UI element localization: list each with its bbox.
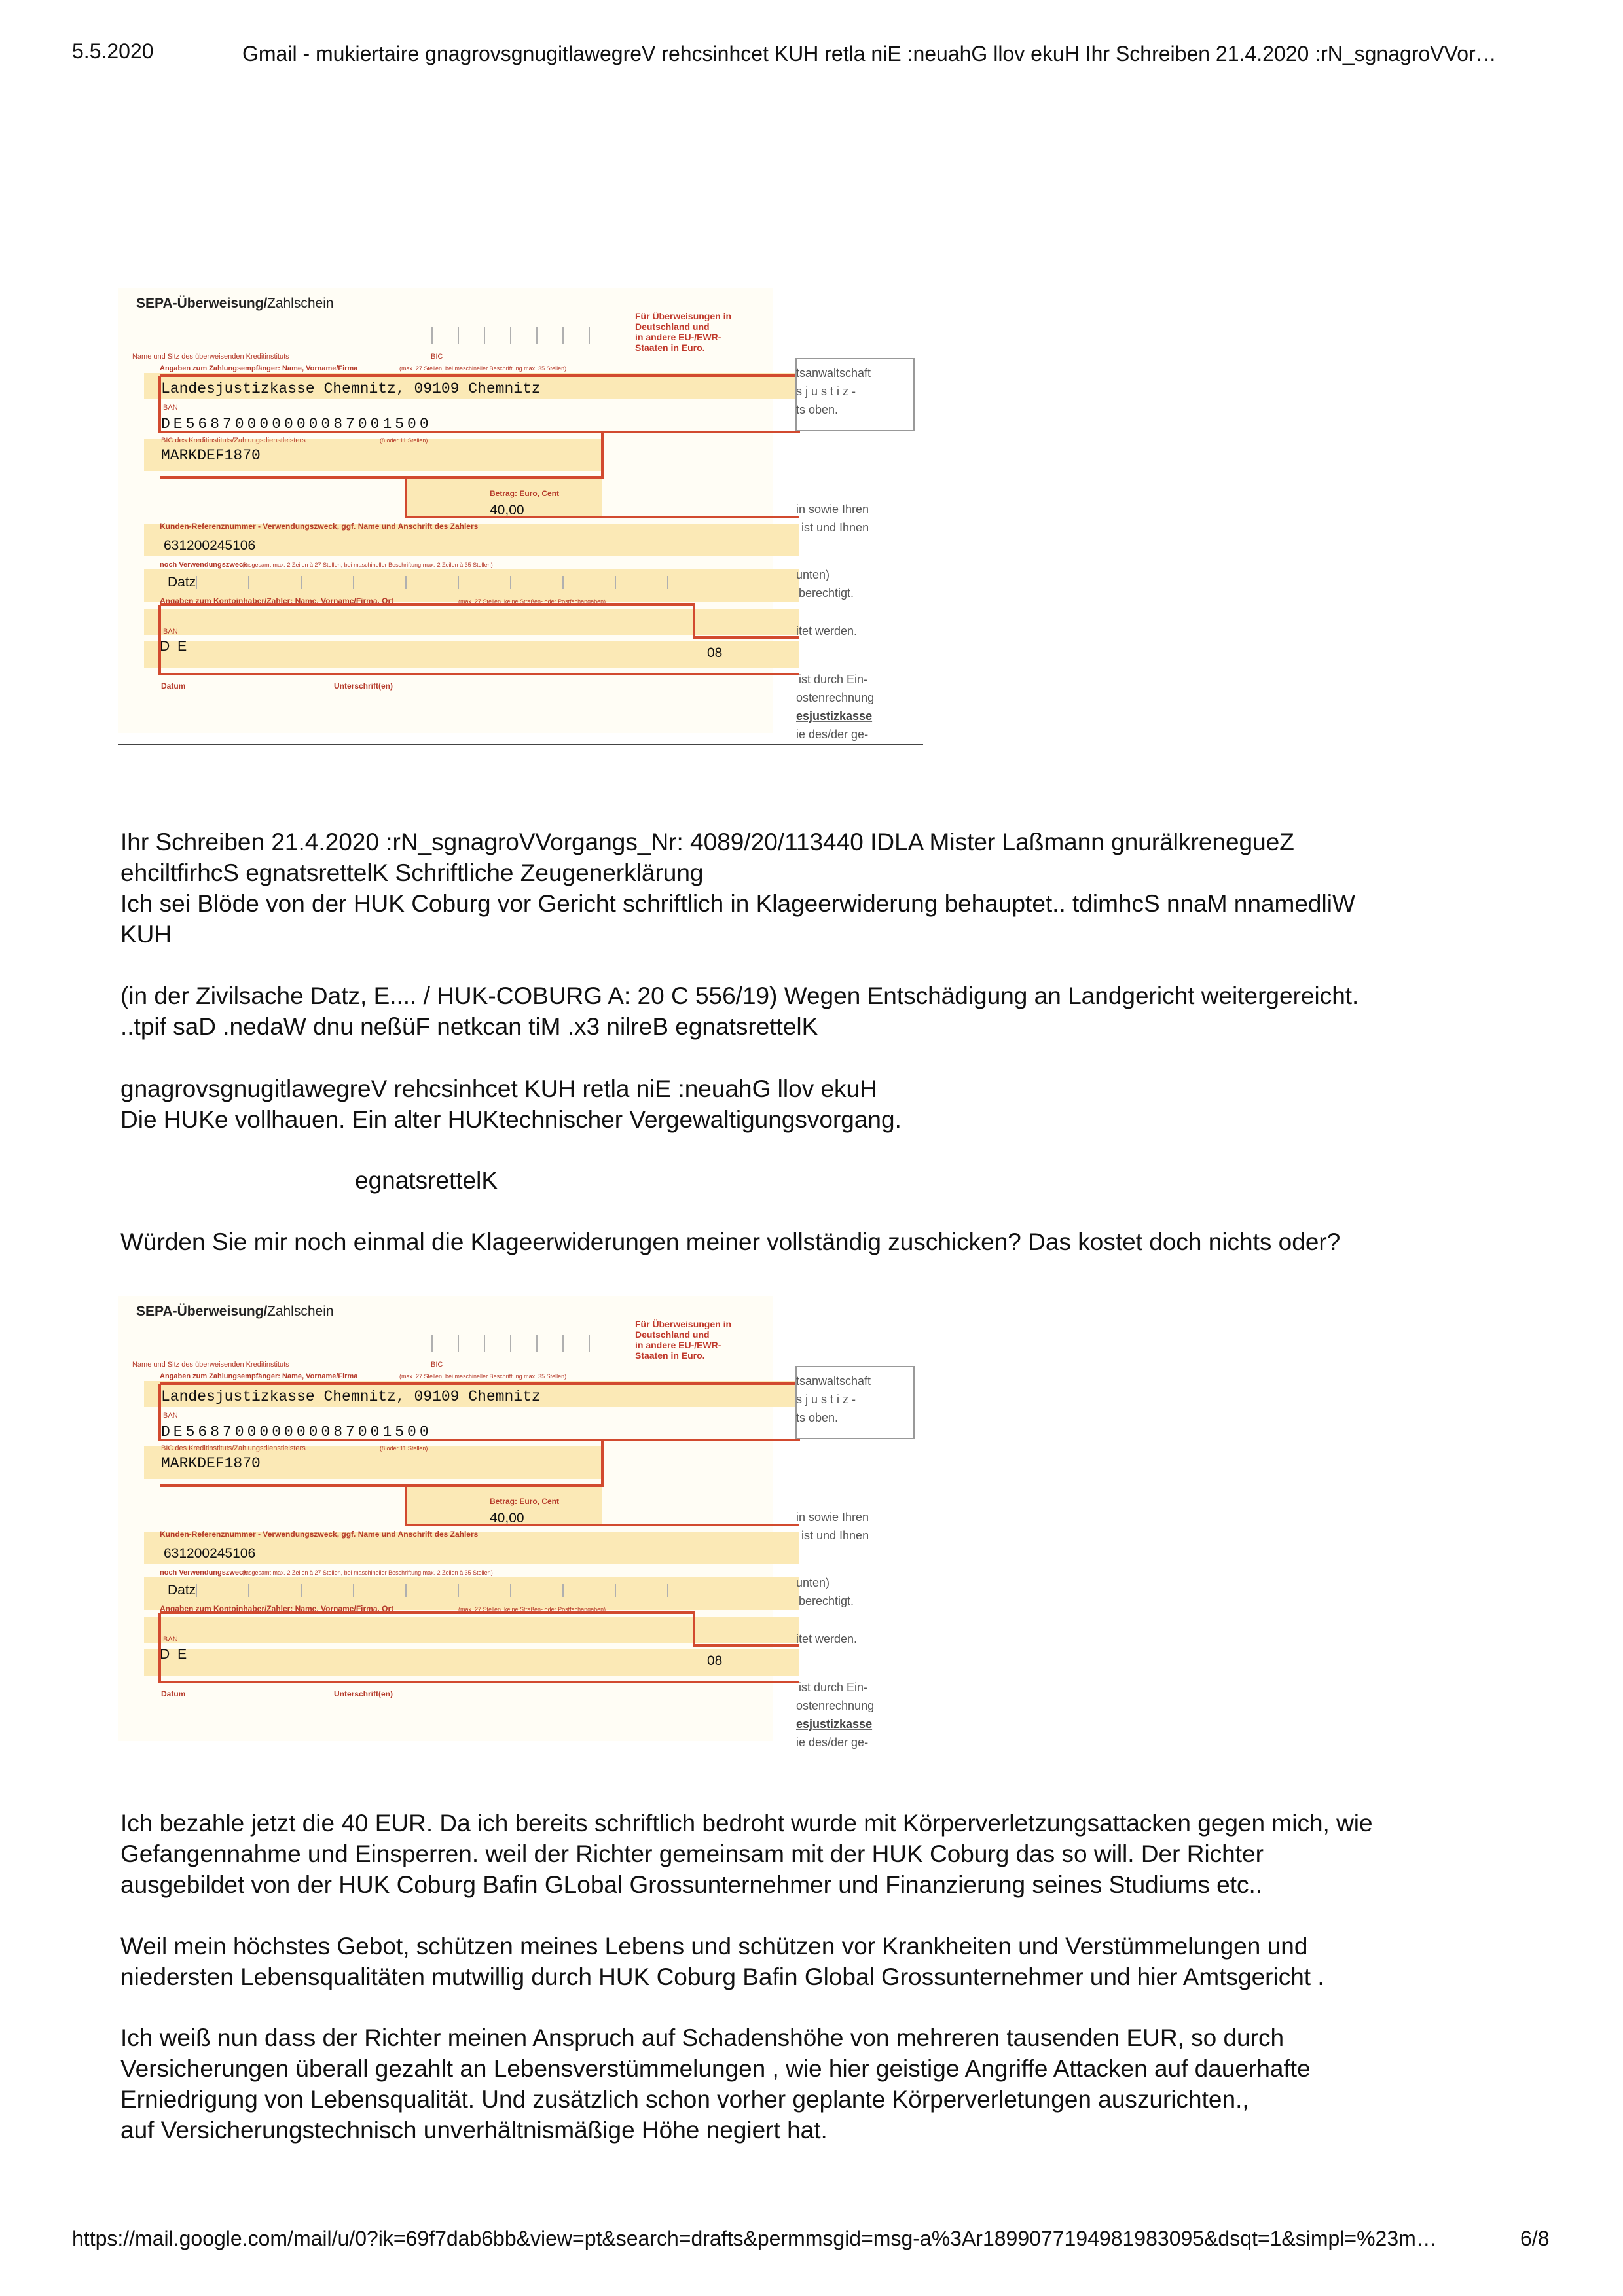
payee-value: Landesjustizkasse Chemnitz, 09109 Chemnitz <box>161 380 541 397</box>
bic-label: BIC <box>431 1361 443 1369</box>
svg-text:Staaten in Euro.: Staaten in Euro. <box>635 1350 705 1361</box>
bic-label: BIC <box>431 353 443 361</box>
text-line: Die HUKe vollhauen. Ein alter HUKtechnischer Vergewaltigungsvorgang. <box>120 1106 902 1133</box>
print-title: Gmail - mukiertaire gnagrovsgnugitlawegreV rehcsinhcet KUH retla niE :neuahG llov ekuH Ihr Schreiben 21.4.2020 :rN_sgnagroVVor… <box>242 42 1497 65</box>
right-fragment: berechtigt. <box>799 1594 854 1607</box>
svg-text:Für Überweisungen in: Für Überweisungen in <box>635 1319 732 1329</box>
right-fragment: ist durch Ein- <box>799 1681 868 1694</box>
paragraph-highest-commandment <box>120 1931 1528 1992</box>
sepa-transfer-form-image <box>118 288 923 746</box>
iban-label: IBAN <box>161 404 178 412</box>
date-label: Datum <box>161 681 186 691</box>
svg-text:in andere EU-/EWR-: in andere EU-/EWR- <box>635 332 721 342</box>
form-code: 08 <box>707 1653 723 1668</box>
text-line: Versicherungen überall gezahlt an Lebensverstümmelungen , wie hier geistige Angriffe Attacken auf dauerhafte <box>120 2055 1311 2082</box>
form-title-rest: Zahlschein <box>267 296 334 311</box>
payer-label: Angaben zum Kontoinhaber/Zahler: Name, Vorname/Firma, Ort <box>160 596 394 605</box>
signature-label: Unterschrift(en) <box>334 681 393 691</box>
svg-text:Deutschland und: Deutschland und <box>635 321 710 332</box>
form-title-rest: Zahlschein <box>267 1304 334 1319</box>
text-line: Ich bezahle jetzt die 40 EUR. Da ich bereits schriftlich bedroht wurde mit Körperverletzungsattacken gegen mich, wie <box>120 1810 1373 1837</box>
right-fragment: ist und Ihnen <box>801 521 869 534</box>
svg-text:Für Überweisungen in: Für Überweisungen in <box>635 311 732 321</box>
signature-label: Unterschrift(en) <box>334 1689 393 1698</box>
text-line: Ich weiß nun dass der Richter meinen Anspruch auf Schadenshöhe von mehreren tausenden EUR, so durch <box>120 2024 1285 2051</box>
text-line: niedersten Lebensqualitäten mutwillig durch HUK Coburg Bafin Global Grossunternehmer und hier Amtsgericht . <box>120 1964 1324 1990</box>
purpose-label-small: (insgesamt max. 2 Zeilen à 27 Stellen, bei maschineller Beschriftung max. 2 Zeilen à 35 Stellen) <box>242 562 493 568</box>
reference-label: Kunden-Referenznummer - Verwendungszweck, ggf. Name und Anschrift des Zahlers <box>160 522 479 531</box>
amount-label: Betrag: Euro, Cent <box>490 1497 560 1506</box>
print-url: https://mail.google.com/mail/u/0?ik=69f7dab6bb&view=pt&search=drafts&permmsgid=msg-a%3Ar1899077194981983095&dsqt=1&simpl=%23m… <box>72 2227 1437 2250</box>
payee-label-small: (max. 27 Stellen, bei maschineller Beschriftung max. 35 Stellen) <box>399 1373 567 1380</box>
right-fragment: esjustizkasse <box>796 709 873 723</box>
bank-label: Name und Sitz des überweisenden Kreditinstituts <box>132 353 289 361</box>
page-number: 6/8 <box>1520 2227 1550 2250</box>
paragraph-question: Würden Sie mir noch einmal die Klageerwiderungen meiner vollständig zuschicken? Das kostet doch nichts oder? <box>120 1229 1341 1255</box>
form-title: SEPA-Überweisung/ <box>136 1304 268 1319</box>
right-fragment: ts oben. <box>796 403 839 416</box>
payer-iban-value: DE <box>160 1647 195 1662</box>
iban-value: DE56870000000087001500 <box>161 416 432 433</box>
right-fragment: ie des/der ge- <box>796 728 869 741</box>
right-fragment: ostenrechnung <box>796 1699 875 1712</box>
text-line: Ich sei Blöde von der HUK Coburg vor Gericht schriftlich in Klageerwiderung behauptet.. tdimhcS nnaM nnamedliW <box>120 890 1355 917</box>
bic-value: MARKDEF1870 <box>161 447 261 464</box>
right-fragment: in sowie Ihren <box>796 503 869 516</box>
text-line: ehciltfirhcS egnatsrettelK Schriftliche Zeugenerklärung <box>120 859 704 886</box>
paragraph-claim <box>120 2022 1528 2145</box>
right-fragment: sjustiz- <box>796 385 860 398</box>
form-title: SEPA-Überweisung/ <box>136 296 268 311</box>
text-line: KUH <box>120 921 172 948</box>
payer-iban-label: IBAN <box>161 1636 178 1643</box>
iban-value: DE56870000000087001500 <box>161 1424 432 1441</box>
paragraph-payment <box>120 1808 1528 1900</box>
right-fragment: unten) <box>796 1576 830 1589</box>
right-fragment: berechtigt. <box>799 586 854 600</box>
bic-label2: BIC des Kreditinstituts/Zahlungsdienstleisters <box>161 1444 306 1452</box>
bic-label2: BIC des Kreditinstituts/Zahlungsdienstleisters <box>161 437 306 444</box>
right-fragment: itet werden. <box>796 1632 858 1645</box>
text-line: ausgebildet von der HUK Coburg Bafin GLobal Grossunternehmer und Finanzierung seines Studiums etc.. <box>120 1871 1263 1898</box>
payer-label: Angaben zum Kontoinhaber/Zahler: Name, Vorname/Firma, Ort <box>160 1604 394 1613</box>
paragraph-reference <box>120 827 1528 950</box>
text-line: auf Versicherungstechnisch unverhältnismäßige Höhe negiert hat. <box>120 2117 828 2144</box>
payer-label-small: (max. 27 Stellen, keine Straßen- oder Postfachangaben) <box>458 598 606 605</box>
payee-label: Angaben zum Zahlungsempfänger: Name, Vorname/Firma <box>160 1372 358 1380</box>
right-fragment: ts oben. <box>796 1411 839 1424</box>
text-line: (in der Zivilsache Datz, E.... / HUK-COBURG A: 20 C 556/19) Wegen Entschädigung an Landgericht weitergereicht. <box>120 982 1359 1009</box>
right-fragment: tsanwaltschaft <box>796 1374 871 1388</box>
print-date: 5.5.2020 <box>72 39 154 63</box>
reference-value: 631200245106 <box>164 1546 256 1561</box>
svg-text:Staaten in Euro.: Staaten in Euro. <box>635 342 705 353</box>
svg-text:in andere EU-/EWR-: in andere EU-/EWR- <box>635 1340 721 1350</box>
text-line: Erniedrigung von Lebensqualität. Und zusätzlich schon vorher geplante Körperverletungen auszurichten., <box>120 2086 1249 2113</box>
right-fragment: esjustizkasse <box>796 1717 873 1731</box>
payer-iban-value: DE <box>160 639 195 654</box>
svg-text:Deutschland und: Deutschland und <box>635 1329 710 1340</box>
iban-label: IBAN <box>161 1412 178 1420</box>
amount-value: 40,00 <box>490 503 524 518</box>
text-line: gnagrovsgnugitlawegreV rehcsinhcet KUH retla niE :neuahG llov ekuH <box>120 1075 877 1102</box>
right-fragment: ie des/der ge- <box>796 1736 869 1749</box>
amount-label: Betrag: Euro, Cent <box>490 489 560 498</box>
payee-label: Angaben zum Zahlungsempfänger: Name, Vorname/Firma <box>160 365 358 372</box>
purpose-value: Datz <box>168 1583 196 1598</box>
right-fragment: ostenrechnung <box>796 691 875 704</box>
paragraph-civil-case <box>120 980 1528 1042</box>
payee-value: Landesjustizkasse Chemnitz, 09109 Chemnitz <box>161 1388 541 1405</box>
bank-label: Name und Sitz des überweisenden Kreditinstituts <box>132 1361 289 1369</box>
text-line: Gefangennahme und Einsperren. weil der Richter gemeinsam mit der HUK Coburg das so will. Der Richter <box>120 1840 1264 1867</box>
reference-label: Kunden-Referenznummer - Verwendungszweck, ggf. Name und Anschrift des Zahlers <box>160 1530 479 1539</box>
payer-label-small: (max. 27 Stellen, keine Straßen- oder Postfachangaben) <box>458 1606 606 1613</box>
payer-iban-label: IBAN <box>161 628 178 636</box>
right-fragment: in sowie Ihren <box>796 1511 869 1524</box>
payee-label-small: (max. 27 Stellen, bei maschineller Beschriftung max. 35 Stellen) <box>399 365 567 372</box>
text-line: Weil mein höchstes Gebot, schützen meines Lebens und schützen vor Krankheiten und Verstümmelungen und <box>120 1933 1308 1960</box>
right-fragment: ist und Ihnen <box>801 1529 869 1542</box>
amount-value: 40,00 <box>490 1511 524 1526</box>
bic-label2-small: (8 oder 11 Stellen) <box>380 437 428 444</box>
right-fragment: unten) <box>796 568 830 581</box>
purpose-value: Datz <box>168 575 196 590</box>
reference-value: 631200245106 <box>164 538 256 553</box>
text-line: Ihr Schreiben 21.4.2020 :rN_sgnagroVVorgangs_Nr: 4089/20/113440 IDLA Mister Laßmann gnurälkrenegueZ <box>120 829 1294 855</box>
paragraph-huk <box>120 1073 1528 1135</box>
right-fragment: tsanwaltschaft <box>796 367 871 380</box>
date-label: Datum <box>161 1689 186 1698</box>
purpose-label: noch Verwendungszweck <box>160 561 247 569</box>
bic-label2-small: (8 oder 11 Stellen) <box>380 1445 428 1452</box>
bic-value: MARKDEF1870 <box>161 1455 261 1472</box>
purpose-label-small: (insgesamt max. 2 Zeilen à 27 Stellen, bei maschineller Beschriftung max. 2 Zeilen à 35 Stellen) <box>242 1570 493 1576</box>
right-fragment: itet werden. <box>796 624 858 637</box>
right-fragment: ist durch Ein- <box>799 673 868 686</box>
paragraph-signature: egnatsrettelK <box>355 1167 498 1194</box>
purpose-label: noch Verwendungszweck <box>160 1569 247 1577</box>
right-fragment: sjustiz- <box>796 1393 860 1406</box>
sepa-transfer-form-image-copy <box>118 1296 923 1754</box>
text-line: ..tpif saD .nedaW dnu neßüF netkcan tiM .x3 nilreB egnatsrettelK <box>120 1013 818 1040</box>
form-code: 08 <box>707 645 723 660</box>
